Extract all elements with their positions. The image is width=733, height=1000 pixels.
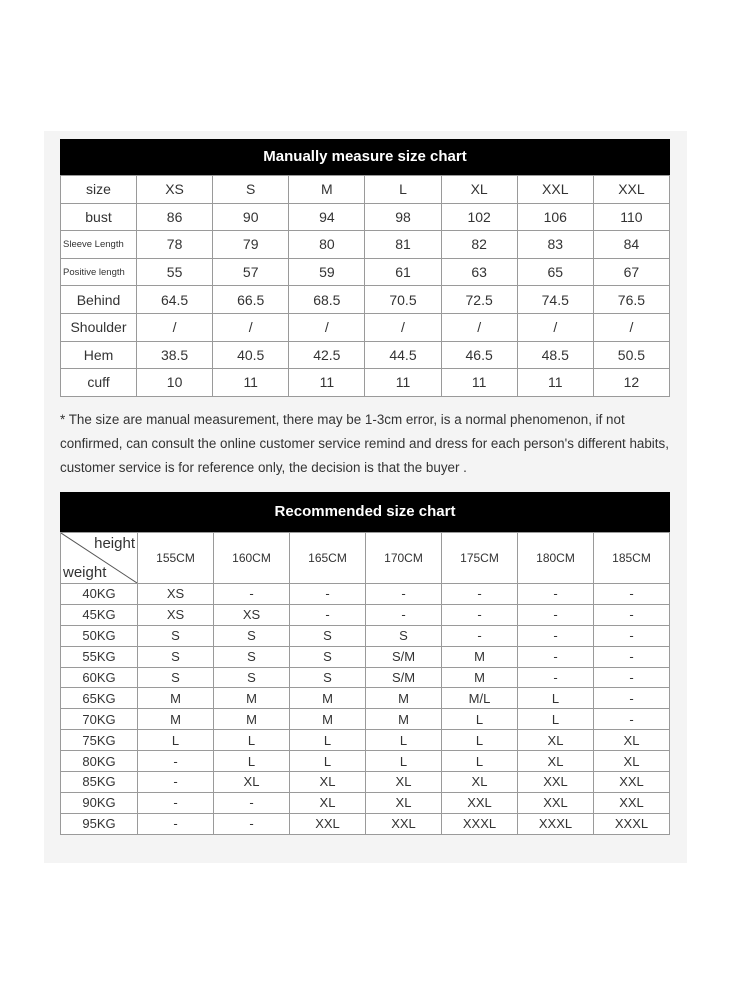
recommended-size-cell: XXXL xyxy=(442,813,518,834)
recommended-size-cell: - xyxy=(214,584,290,605)
measurement-value: 110 xyxy=(593,203,669,231)
recommended-size-cell: - xyxy=(442,584,518,605)
recommended-size-cell: S/M xyxy=(366,646,442,667)
recommended-size-cell: S xyxy=(138,667,214,688)
height-header-cell: 170CM xyxy=(366,533,442,584)
recommended-size-cell: M xyxy=(290,688,366,709)
height-weight-corner-cell xyxy=(61,533,138,584)
size-header-cell: XL xyxy=(441,176,517,204)
weight-row xyxy=(61,792,670,813)
recommended-size-cell: - xyxy=(442,625,518,646)
recommended-size-cell: XXL xyxy=(594,792,670,813)
measurement-value: 11 xyxy=(213,369,289,397)
measurement-value: 11 xyxy=(365,369,441,397)
recommended-size-cell: XXXL xyxy=(594,813,670,834)
height-header-cell: 180CM xyxy=(518,533,594,584)
weight-label: 50KG xyxy=(61,625,138,646)
measurement-value: 65 xyxy=(517,258,593,286)
measurement-value: / xyxy=(593,313,669,341)
weight-label: 40KG xyxy=(61,584,138,605)
recommended-size-cell: L xyxy=(138,730,214,751)
weight-row xyxy=(61,667,670,688)
recommended-size-cell: - xyxy=(138,813,214,834)
measurement-label: Shoulder xyxy=(61,313,137,341)
recommended-size-cell: S xyxy=(138,646,214,667)
recommended-size-cell: M/L xyxy=(442,688,518,709)
measurement-value: 59 xyxy=(289,258,365,286)
recommended-size-cell: XL xyxy=(594,730,670,751)
recommended-size-cell: XL xyxy=(518,730,594,751)
measurement-value: 72.5 xyxy=(441,286,517,314)
weight-row xyxy=(61,813,670,834)
measurement-value: / xyxy=(213,313,289,341)
measurement-value: 40.5 xyxy=(213,341,289,369)
manual-size-chart xyxy=(60,139,670,397)
recommended-size-cell: L xyxy=(518,688,594,709)
weight-label: 95KG xyxy=(61,813,138,834)
measurement-value: / xyxy=(517,313,593,341)
measurement-value: 70.5 xyxy=(365,286,441,314)
recommended-size-cell: - xyxy=(366,604,442,625)
weight-row xyxy=(61,772,670,793)
measurement-value: 81 xyxy=(365,231,441,259)
recommended-size-cell: L xyxy=(442,751,518,772)
measurement-row xyxy=(61,286,670,314)
recommended-size-cell: L xyxy=(290,751,366,772)
measurement-value: 66.5 xyxy=(213,286,289,314)
measurement-value: 67 xyxy=(593,258,669,286)
measurement-value: 102 xyxy=(441,203,517,231)
measurement-row xyxy=(61,341,670,369)
measurement-value: 79 xyxy=(213,231,289,259)
recommended-size-cell: - xyxy=(366,584,442,605)
height-header-cell: 175CM xyxy=(442,533,518,584)
corner-weight-label: weight xyxy=(63,564,107,581)
measurement-value: 10 xyxy=(137,369,213,397)
measurement-value: 74.5 xyxy=(517,286,593,314)
measurement-value: 42.5 xyxy=(289,341,365,369)
measurement-value: 83 xyxy=(517,231,593,259)
weight-label: 70KG xyxy=(61,709,138,730)
recommended-size-cell: - xyxy=(594,688,670,709)
recommended-size-cell: L xyxy=(290,730,366,751)
manual-header-row xyxy=(61,176,670,204)
measurement-value: / xyxy=(289,313,365,341)
measurement-value: 106 xyxy=(517,203,593,231)
recommended-size-cell: L xyxy=(214,751,290,772)
recommended-size-cell: XL xyxy=(214,772,290,793)
recommended-size-cell: M xyxy=(214,688,290,709)
height-header-cell: 160CM xyxy=(214,533,290,584)
recommended-size-cell: XXL xyxy=(290,813,366,834)
recommended-size-cell: - xyxy=(518,584,594,605)
recommended-size-cell: S xyxy=(290,646,366,667)
measurement-value: 38.5 xyxy=(137,341,213,369)
corner-height-label: height xyxy=(94,535,135,552)
recommended-size-cell: XXL xyxy=(518,792,594,813)
recommended-size-cell: - xyxy=(518,667,594,688)
measurement-row xyxy=(61,258,670,286)
manual-size-table xyxy=(60,175,670,397)
recommended-size-cell: - xyxy=(518,646,594,667)
recommended-size-cell: XL xyxy=(518,751,594,772)
recommended-size-cell: L xyxy=(442,730,518,751)
weight-label: 80KG xyxy=(61,751,138,772)
measurement-value: 46.5 xyxy=(441,341,517,369)
recommended-size-cell: XS xyxy=(138,604,214,625)
weight-label: 90KG xyxy=(61,792,138,813)
measurement-value: 12 xyxy=(593,369,669,397)
measurement-value: 78 xyxy=(137,231,213,259)
manual-chart-title: Manually measure size chart xyxy=(60,139,670,175)
measurement-value: 11 xyxy=(441,369,517,397)
height-header-cell: 165CM xyxy=(290,533,366,584)
size-header-label: size xyxy=(61,176,137,204)
recommended-size-cell: XL xyxy=(594,751,670,772)
height-header-cell: 185CM xyxy=(594,533,670,584)
recommended-size-cell: - xyxy=(214,813,290,834)
measurement-row xyxy=(61,313,670,341)
weight-label: 75KG xyxy=(61,730,138,751)
recommended-size-cell: S/M xyxy=(366,667,442,688)
recommended-size-cell: - xyxy=(594,646,670,667)
recommended-size-cell: M xyxy=(442,667,518,688)
measurement-value: 76.5 xyxy=(593,286,669,314)
recommended-size-cell: - xyxy=(442,604,518,625)
recommended-size-cell: S xyxy=(290,625,366,646)
recommended-size-cell: L xyxy=(366,730,442,751)
recommended-size-cell: XL xyxy=(366,792,442,813)
size-header-cell: M xyxy=(289,176,365,204)
weight-row xyxy=(61,751,670,772)
weight-row xyxy=(61,688,670,709)
measurement-value: 61 xyxy=(365,258,441,286)
measurement-row xyxy=(61,369,670,397)
recommended-size-cell: XXL xyxy=(518,772,594,793)
measurement-value: 86 xyxy=(137,203,213,231)
measurement-value: 90 xyxy=(213,203,289,231)
height-header-cell: 155CM xyxy=(138,533,214,584)
measurement-label: cuff xyxy=(61,369,137,397)
recommended-size-cell: - xyxy=(594,667,670,688)
manual-table-body xyxy=(61,176,670,397)
recommended-chart-title: Recommended size chart xyxy=(60,492,670,532)
weight-row xyxy=(61,584,670,605)
recommended-size-cell: XL xyxy=(290,772,366,793)
measurement-label: Hem xyxy=(61,341,137,369)
recommended-size-cell: XXL xyxy=(594,772,670,793)
height-header-row xyxy=(61,533,670,584)
measurement-value: 98 xyxy=(365,203,441,231)
measurement-value: 44.5 xyxy=(365,341,441,369)
measurement-value: 82 xyxy=(441,231,517,259)
recommended-size-cell: - xyxy=(518,604,594,625)
recommended-size-cell: S xyxy=(214,646,290,667)
recommended-size-chart xyxy=(60,492,670,835)
recommended-table-body xyxy=(61,533,670,835)
weight-label: 45KG xyxy=(61,604,138,625)
weight-row xyxy=(61,709,670,730)
recommended-size-cell: - xyxy=(138,792,214,813)
recommended-size-cell: M xyxy=(366,688,442,709)
recommended-size-cell: XL xyxy=(290,792,366,813)
measurement-label: Sleeve Length xyxy=(61,231,137,259)
measurement-value: 57 xyxy=(213,258,289,286)
recommended-size-cell: M xyxy=(366,709,442,730)
measurement-note: * The size are manual measurement, there may be 1-3cm error, is a normal phenomenon, if not confirmed, can consult the online customer service remind and dress for each person's different habits, customer service is for reference only, the decision is that the buyer . xyxy=(60,412,669,475)
recommended-size-cell: - xyxy=(214,792,290,813)
weight-label: 85KG xyxy=(61,772,138,793)
recommended-size-cell: L xyxy=(214,730,290,751)
size-header-cell: XS xyxy=(137,176,213,204)
measurement-value: 48.5 xyxy=(517,341,593,369)
measurement-value: 11 xyxy=(289,369,365,397)
recommended-size-cell: M xyxy=(214,709,290,730)
weight-row xyxy=(61,604,670,625)
size-header-cell: L xyxy=(365,176,441,204)
measurement-row xyxy=(61,203,670,231)
recommended-size-cell: S xyxy=(290,667,366,688)
recommended-size-cell: XXL xyxy=(442,792,518,813)
weight-row xyxy=(61,646,670,667)
recommended-size-cell: XL xyxy=(442,772,518,793)
measurement-value: / xyxy=(137,313,213,341)
measurement-value: / xyxy=(441,313,517,341)
recommended-size-cell: - xyxy=(138,772,214,793)
recommended-size-cell: M xyxy=(290,709,366,730)
weight-label: 65KG xyxy=(61,688,138,709)
recommended-size-cell: - xyxy=(518,625,594,646)
measurement-value: / xyxy=(365,313,441,341)
measurement-label: bust xyxy=(61,203,137,231)
recommended-size-cell: XS xyxy=(214,604,290,625)
recommended-size-cell: XL xyxy=(366,772,442,793)
measurement-value: 50.5 xyxy=(593,341,669,369)
recommended-size-cell: S xyxy=(366,625,442,646)
measurement-value: 64.5 xyxy=(137,286,213,314)
weight-row xyxy=(61,625,670,646)
recommended-size-cell: - xyxy=(290,604,366,625)
weight-label: 60KG xyxy=(61,667,138,688)
measurement-row xyxy=(61,231,670,259)
measurement-value: 63 xyxy=(441,258,517,286)
recommended-size-cell: L xyxy=(442,709,518,730)
measurement-value: 94 xyxy=(289,203,365,231)
recommended-size-cell: - xyxy=(290,584,366,605)
size-header-cell: XXL xyxy=(517,176,593,204)
recommended-size-cell: M xyxy=(442,646,518,667)
size-header-cell: XXL xyxy=(593,176,669,204)
recommended-size-cell: - xyxy=(594,625,670,646)
size-header-cell: S xyxy=(213,176,289,204)
recommended-size-cell: - xyxy=(594,584,670,605)
weight-row xyxy=(61,730,670,751)
measurement-value: 84 xyxy=(593,231,669,259)
recommended-size-cell: L xyxy=(366,751,442,772)
weight-label: 55KG xyxy=(61,646,138,667)
recommended-size-cell: L xyxy=(518,709,594,730)
recommended-size-cell: - xyxy=(594,604,670,625)
measurement-value: 55 xyxy=(137,258,213,286)
recommended-size-cell: M xyxy=(138,709,214,730)
recommended-size-cell: S xyxy=(214,625,290,646)
measurement-label: Behind xyxy=(61,286,137,314)
recommended-size-cell: XXL xyxy=(366,813,442,834)
recommended-size-cell: - xyxy=(138,751,214,772)
recommended-size-cell: - xyxy=(594,709,670,730)
recommended-size-cell: S xyxy=(138,625,214,646)
measurement-value: 68.5 xyxy=(289,286,365,314)
recommended-size-cell: M xyxy=(138,688,214,709)
recommended-size-table xyxy=(60,532,670,835)
recommended-size-cell: XS xyxy=(138,584,214,605)
measurement-value: 11 xyxy=(517,369,593,397)
recommended-size-cell: S xyxy=(214,667,290,688)
measurement-label: Positive length xyxy=(61,258,137,286)
measurement-value: 80 xyxy=(289,231,365,259)
recommended-size-cell: XXXL xyxy=(518,813,594,834)
